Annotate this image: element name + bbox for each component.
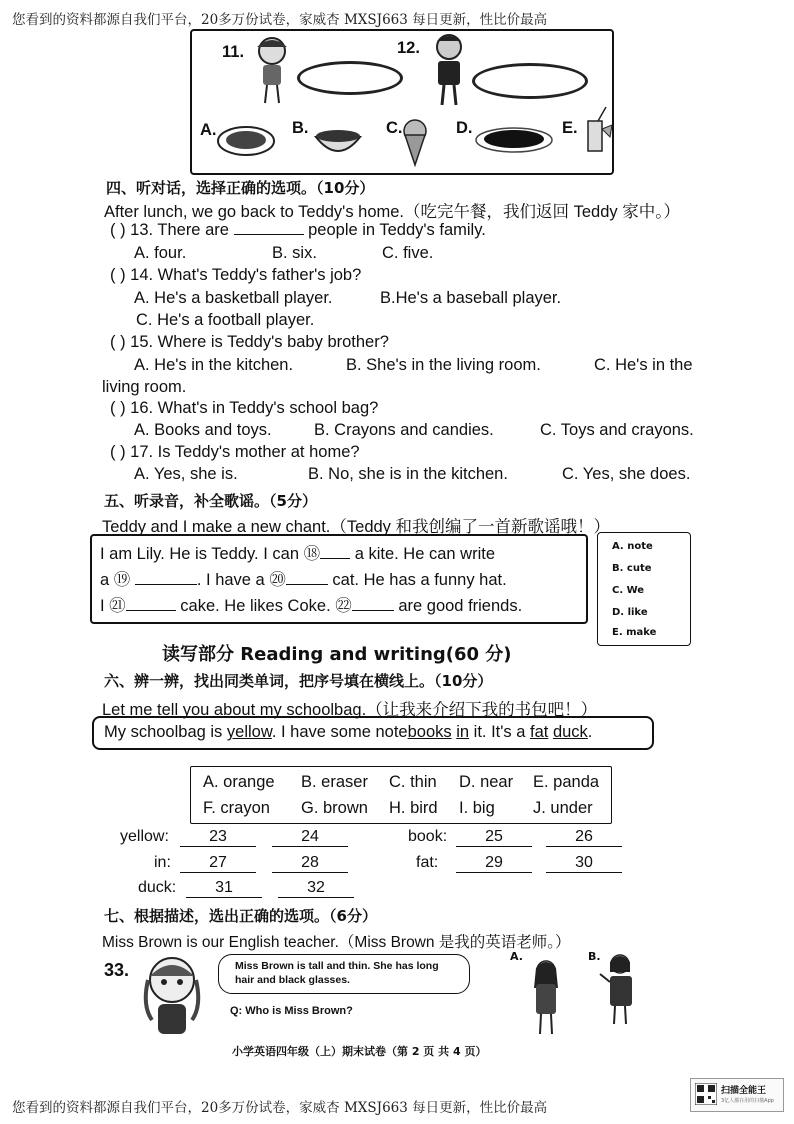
q17-option-a: A. Yes, she is. [134, 465, 238, 483]
blank-32[interactable]: 32 [278, 879, 354, 898]
section-4-intro: After lunch, we go back to Teddy's home.（吃完午餐，我们返回 Teddy 家中。） [104, 203, 680, 221]
q13-option-c: C. five. [382, 244, 434, 262]
item-number-33: 33. [104, 960, 130, 980]
blank-23[interactable]: 23 [180, 828, 256, 847]
question-14: ( ) 14. What's Teddy's father's job? [110, 266, 362, 284]
q13-option-b: B. six. [272, 244, 317, 262]
scanner-badge [690, 1078, 784, 1112]
label-book: book: [408, 828, 448, 845]
blank-26[interactable]: 26 [546, 828, 622, 847]
scanner-brand-sub: 3亿人都在用的扫描App [721, 1098, 774, 1104]
speech-bubble-text: Miss Brown is tall and thin. She has long hair and black glasses. [235, 960, 439, 986]
keyword-duck: duck [552, 723, 588, 741]
speech-bubble [218, 954, 470, 994]
q17-option-c: C. Yes, she does. [562, 465, 691, 483]
keyword-yellow: yellow [226, 723, 272, 741]
section-7-intro: Miss Brown is our English teacher.（Miss Brown 是我的英语老师。） [102, 934, 571, 951]
question-17: ( ) 17. Is Teddy's mother at home? [110, 443, 360, 461]
option-b-label: B. [588, 950, 601, 963]
chant-line-1: I am Lily. He is Teddy. I can ⑱ a kite. He can write [100, 545, 495, 563]
question-33: Q: Who is Miss Brown? [230, 1005, 353, 1017]
ice-cream-icon [400, 119, 430, 169]
section-4-heading: 四、听对话，选择正确的选项。（10分） [106, 179, 375, 197]
option-letter-d: D. [456, 119, 473, 137]
answer-blank-20[interactable] [286, 570, 328, 585]
chant-options-box [597, 532, 691, 646]
qr-code-icon [695, 1083, 717, 1105]
blank-30[interactable]: 30 [546, 854, 622, 873]
blank-28[interactable]: 28 [272, 854, 348, 873]
keyword-in: in [456, 723, 470, 741]
label-fat: fat: [416, 854, 439, 871]
word-b: B. eraser [301, 773, 368, 791]
section-5-heading: 五、听录音，补全歌谣。（5分） [104, 492, 317, 510]
blank-29[interactable]: 29 [456, 854, 532, 873]
word-j: J. under [533, 799, 593, 817]
girl-figure-icon [247, 33, 297, 105]
rice-plate-icon [474, 125, 554, 155]
section-7-heading: 七、根据描述，选出正确的选项。（6分） [104, 907, 377, 925]
picture-box [190, 29, 614, 175]
word-d: D. near [459, 773, 514, 791]
empty-plate-12 [472, 63, 588, 99]
q15-option-c: C. He's in the [594, 356, 693, 374]
q16-option-a: A. Books and toys. [134, 421, 272, 439]
soup-bowl-icon [310, 121, 366, 163]
label-duck: duck: [138, 879, 177, 896]
word-g: G. brown [301, 799, 368, 817]
empty-plate-11 [297, 61, 403, 95]
chant-option-c: C. We [612, 585, 645, 596]
answer-blank-18[interactable] [320, 544, 350, 559]
option-a-label: A. [510, 950, 523, 963]
label-in: in: [154, 854, 171, 871]
answer-blank-19[interactable] [135, 570, 197, 585]
option-letter-b: B. [292, 119, 309, 137]
word-h: H. bird [389, 799, 438, 817]
q15-option-b: B. She's in the living room. [346, 356, 541, 374]
keyword-books: books [407, 723, 452, 741]
question-16: ( ) 16. What's in Teddy's school bag? [110, 399, 379, 417]
answer-blank-22[interactable] [352, 596, 394, 611]
word-e: E. panda [533, 773, 600, 791]
word-bank-box [190, 766, 612, 824]
blank-27[interactable]: 27 [180, 854, 256, 873]
q16-option-c: C. Toys and crayons. [540, 421, 694, 439]
q13-option-a: A. four. [134, 244, 187, 262]
option-letter-a: A. [200, 121, 217, 139]
boy-figure-icon [424, 31, 474, 107]
word-i: I. big [459, 799, 495, 817]
chant-option-d: D. like [612, 607, 648, 618]
chant-line-3: I ㉑ cake. He likes Coke. ㉒ are good friends. [100, 597, 523, 615]
chant-option-a: A. note [612, 541, 653, 552]
chant-option-b: B. cute [612, 563, 652, 574]
teacher-option-b-icon [596, 950, 644, 1030]
schoolbag-sentence: My schoolbag is yellow. I have some notebooks in it. It's a fat duck. [104, 723, 593, 741]
section-5-intro: Teddy and I make a new chant.（Teddy 和我创编了一首新歌谣哦！） [102, 518, 611, 536]
q15-option-c-wrap: living room. [102, 378, 187, 396]
item-number-11: 11. [222, 43, 245, 61]
blank-31[interactable]: 31 [186, 879, 262, 898]
keyword-fat: fat [529, 723, 549, 741]
label-yellow: yellow: [120, 828, 169, 845]
q16-option-b: B. Crayons and candies. [314, 421, 494, 439]
schoolbag-sentence-box [92, 716, 654, 750]
bottom-watermark: 您看到的资料都源自我们平台，20多万份试卷，家威杏 MXSJ663 每日更新，性比价最高 [12, 1100, 548, 1116]
q15-option-a: A. He's in the kitchen. [134, 356, 294, 374]
reading-writing-title: 读写部分 Reading and writing(60 分) [162, 644, 512, 665]
section-6-intro: Let me tell you about my schoolbag.（让我来介绍下我的书包吧！） [102, 701, 598, 719]
item-number-12: 12. [397, 39, 420, 57]
section-6-heading: 六、辨一辨，找出同类单词，把序号填在横线上。（10分） [104, 672, 493, 690]
teacher-option-a-icon [522, 958, 570, 1038]
word-f: F. crayon [203, 799, 270, 817]
chant-line-2: a ⑲ . I have a ⑳ cat. He has a funny hat. [100, 571, 507, 589]
chant-box [90, 534, 588, 624]
lily-figure-icon [134, 950, 212, 1040]
q17-option-b: B. No, she is in the kitchen. [308, 465, 508, 483]
chant-option-e: E. make [612, 627, 657, 638]
question-13: ( ) 13. There are people in Teddy's family. [110, 221, 486, 239]
answer-blank-21[interactable] [126, 596, 176, 611]
q14-option-b: B.He's a baseball player. [380, 289, 562, 307]
q14-option-c: C. He's a football player. [136, 311, 315, 329]
option-letter-e: E. [562, 119, 578, 137]
meat-plate-icon [216, 119, 276, 159]
question-15: ( ) 15. Where is Teddy's baby brother? [110, 333, 389, 351]
answer-blank-13[interactable] [234, 220, 304, 235]
blank-24[interactable]: 24 [272, 828, 348, 847]
scanner-brand: 扫描全能王 [721, 1086, 767, 1096]
blank-25[interactable]: 25 [456, 828, 532, 847]
q14-option-a: A. He's a basketball player. [134, 289, 333, 307]
word-a: A. orange [203, 773, 275, 791]
drink-glass-icon [584, 105, 614, 155]
word-c: C. thin [389, 773, 437, 791]
option-letter-c: C. [386, 119, 403, 137]
page-footer: 小学英语四年级（上）期末试卷（第 2 页 共 4 页） [232, 1045, 487, 1058]
top-watermark: 您看到的资料都源自我们平台，20多万份试卷，家威杏 MXSJ663 每日更新，性比价最高 [12, 12, 548, 28]
